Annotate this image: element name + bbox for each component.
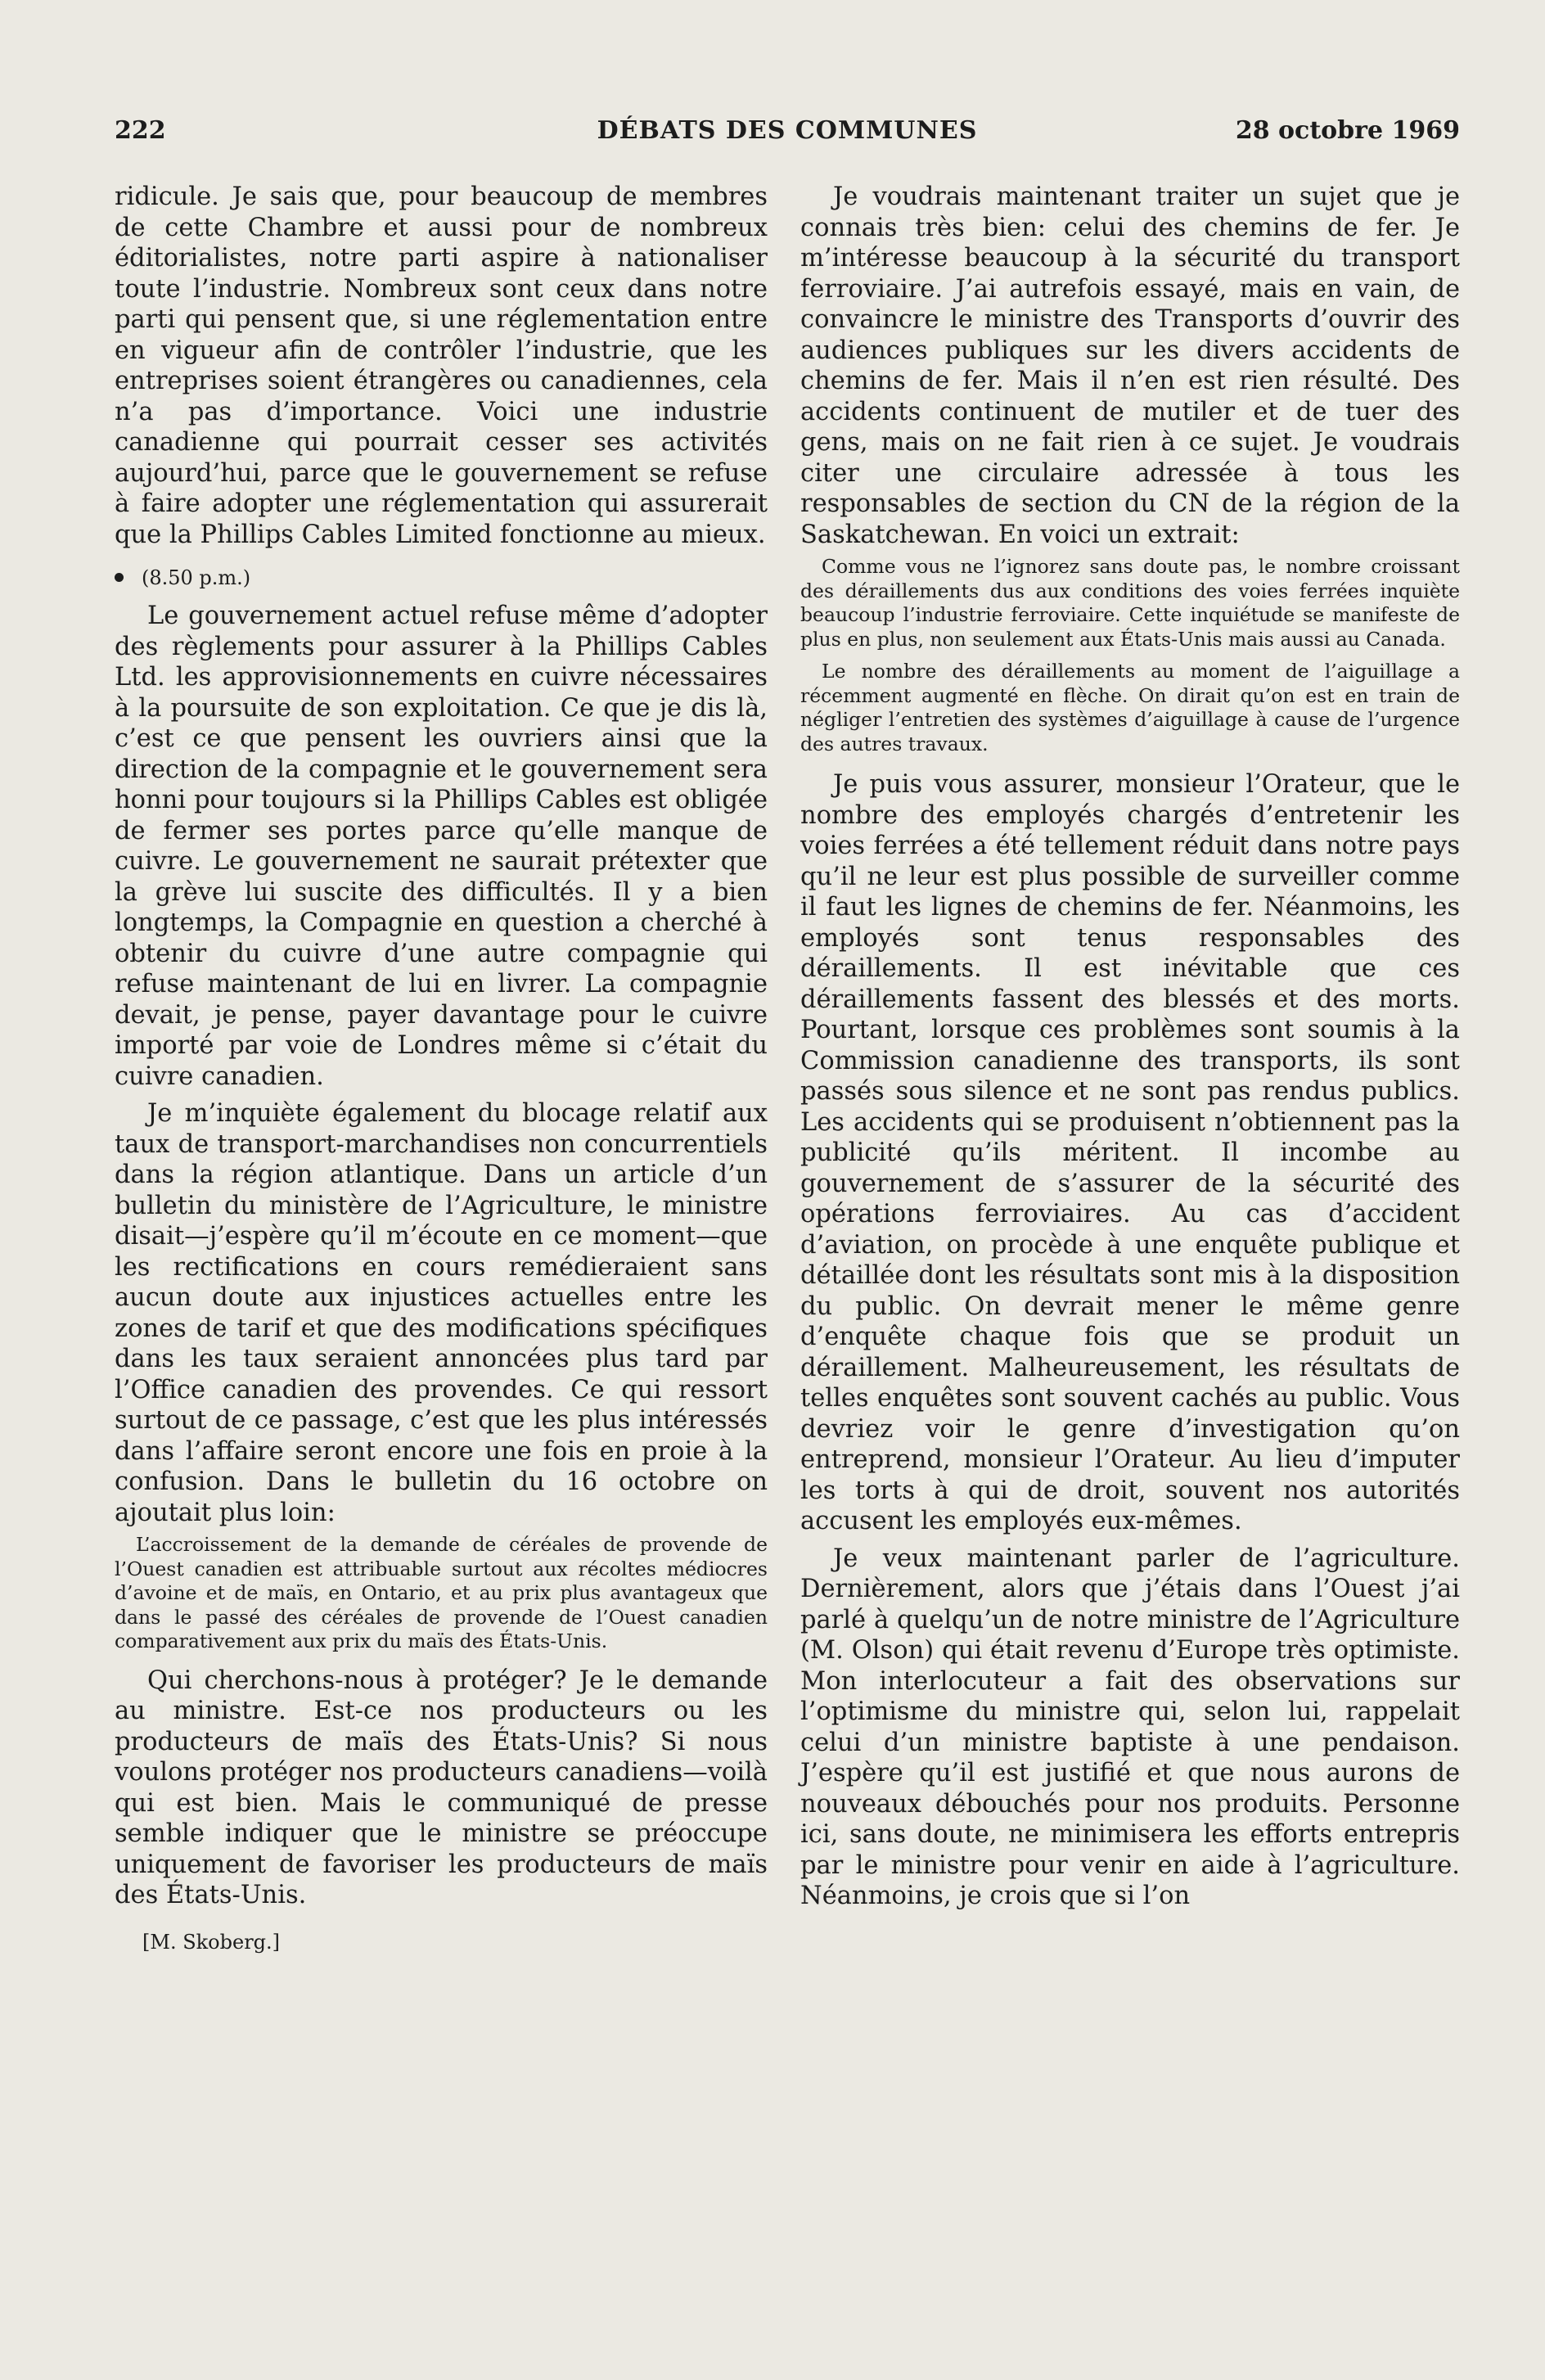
paragraph: Je puis vous assurer, monsieur l’Orateur, que le nombre des employés chargés d’entretenir les voies ferrées a été tellement réduit dans notre pays qu’il ne leur est plus possible de surveiller comme il faut les lignes de chemins de fer. Néanmoins, les employés sont tenus responsables des déraillements. Il est inévitable que ces déraillements fassent des blessés et des morts. Pourtant, lorsque ces problèmes sont soumis à la Commission canadienne des transports, ils sont passés sous silence et ne sont pas rendus publics. Les accidents qui se produisent n’obtiennent pas la publicité qu’ils méritent. Il incombe au gouvernement de s’assurer de la sécurité des opérations ferroviaires. Au cas d’accident d’aviation, on procède à une enquête publique et détaillée dont les résultats sont mis à la disposition du public. On devrait mener le même genre d’enquête chaque fois que se produit un déraillement. Malheureusement, les résultats de telles enquêtes sont souvent cachés au public. Vous devriez voir le genre d’investigation qu’on entreprend, monsieur l’Orateur. Au lieu d’imputer les torts à qui de droit, souvent nos autorités accusent les employés eux-mêmes.	[800, 770, 1460, 1535]
right-column	[800, 182, 1460, 1912]
left-column	[115, 182, 768, 1958]
time-text: (8.50 p.m.)	[142, 566, 251, 589]
time-marker	[115, 565, 768, 591]
block-quote	[115, 1533, 768, 1654]
paragraph: Je m’inquiète également du blocage relatif aux taux de transport-marchandises non concurrentiels dans la région atlantique. Dans un article d’un bulletin du ministère de l’Agriculture, le ministre disait—j’espère qu’il m’écoute en ce moment—que les rectifications en cours remédieraient sans aucun doute aux injustices actuelles entre les zones de tarif et que des modifications spécifiques dans les taux seraient annoncées plus tard par l’Office canadien des provendes. Ce qui ressort surtout de ce passage, c’est que les plus intéressés dans l’affaire seront encore une fois en proie à la confusion. Dans le bulletin du 16 octobre on ajoutait plus loin:	[115, 1099, 768, 1527]
page-date: 28 octobre 1969	[1235, 116, 1460, 145]
block-quote	[800, 555, 1460, 756]
paragraph: Qui cherchons-nous à protéger? Je le demande au ministre. Est-ce nos producteurs ou les producteurs de maïs des États-Unis? Si nous voulons protéger nos producteurs canadiens—voilà qui est bien. Mais le communiqué de presse semble indiquer que le ministre se préoccupe uniquement de favoriser les producteurs de maïs des États-Unis.	[115, 1666, 768, 1909]
page-number: 222	[115, 116, 166, 145]
paragraph: Je voudrais maintenant traiter un sujet que je connais très bien: celui des chemins de fer. Je m’intéresse beaucoup à la sécurité du transport ferroviaire. J’ai autrefois essayé, mais en vain, de convaincre le ministre des Transports d’ouvrir des audiences publiques sur les divers accidents de chemins de fer. Mais il n’en est rien résulté. Des accidents continuent de mutiler et de tuer des gens, mais on ne fait rien à ce sujet. Je voudrais citer une circulaire adressée à tous les responsables de section du CN de la région de la Saskatchewan. En voici un extrait:	[800, 183, 1460, 549]
page-header	[115, 116, 1460, 156]
quote-paragraph: Le nombre des déraillements au moment de l’aiguillage a récemment augmenté en flèche. On dirait qu’on est en train de négliger l’entretien des systèmes d’aiguillage à cause de l’urgence des autres travaux.	[800, 660, 1460, 755]
paragraph: Le gouvernement actuel refuse même d’adopter des règlements pour assurer à la Phillips Cables Ltd. les approvisionnements en cuivre nécessaires à la poursuite de son exploitation. Ce que je dis là, c’est ce que pensent les ouvriers ainsi que la direction de la compagnie et le gouvernement sera honni pour toujours si la Phillips Cables est obligée de fermer ses portes parce qu’elle manque de cuivre. Le gouvernement ne saurait prétexter que la grève lui suscite des difficultés. Il y a bien longtemps, la Compagnie en question a cherché à obtenir du cuivre d’une autre compagnie qui refuse maintenant de lui en livrer. La compagnie devait, je pense, payer davantage pour le cuivre importé par voie de Londres même si c’était du cuivre canadien.	[115, 602, 768, 1091]
paragraph: Je veux maintenant parler de l’agriculture. Dernièrement, alors que j’étais dans l’Ouest j’ai parlé à quelqu’un de notre ministre de l’Agriculture (M. Olson) qui était revenu d’Europe très optimiste. Mon interlocuteur a fait des observations sur l’optimisme du ministre qui, selon lui, rappelait celui d’un ministre baptiste à une pendaison. J’espère qu’il est justifié et que nous aurons de nouveaux débouchés pour nos produits. Personne ici, sans doute, ne minimisera les efforts entrepris par le ministre pour venir en aide à l’agriculture. Néanmoins, je crois que si l’on	[800, 1544, 1460, 1910]
quote-paragraph: Comme vous ne l’ignorez sans doute pas, le nombre croissant des déraillements dus aux conditions des voies ferrées inquiète beaucoup l’industrie ferroviaire. Cette inquiétude se manifeste de plus en plus, non seulement aux États-Unis mais aussi au Canada.	[800, 555, 1460, 651]
paragraph: ridicule. Je sais que, pour beaucoup de membres de cette Chambre et aussi pour de nombreux éditorialistes, notre parti aspire à nationaliser toute l’industrie. Nombreux sont ceux dans notre parti qui pensent que, si une réglementation entre en vigueur afin de contrôler l’industrie, que les entreprises soient étrangères ou canadiennes, cela n’a pas d’importance. Voici une industrie canadienne qui pourrait cesser ses activités aujourd’hui, parce que le gouvernement se refuse à faire adopter une réglementation qui assurerait que la Phillips Cables Limited fonctionne au mieux.	[115, 183, 768, 549]
speaker-attribution: [M. Skoberg.]	[142, 1930, 281, 1954]
quote-paragraph: L’accroissement de la demande de céréales de provende de l’Ouest canadien est attribuable surtout aux récoltes médiocres d’avoine et de maïs, en Ontario, et au prix plus avantageux que dans le passé des céréales de provende de l’Ouest canadien comparativement aux prix du maïs des États-Unis.	[115, 1533, 768, 1652]
page-title: DÉBATS DES COMMUNES	[597, 116, 978, 145]
bullet-icon	[115, 573, 124, 582]
